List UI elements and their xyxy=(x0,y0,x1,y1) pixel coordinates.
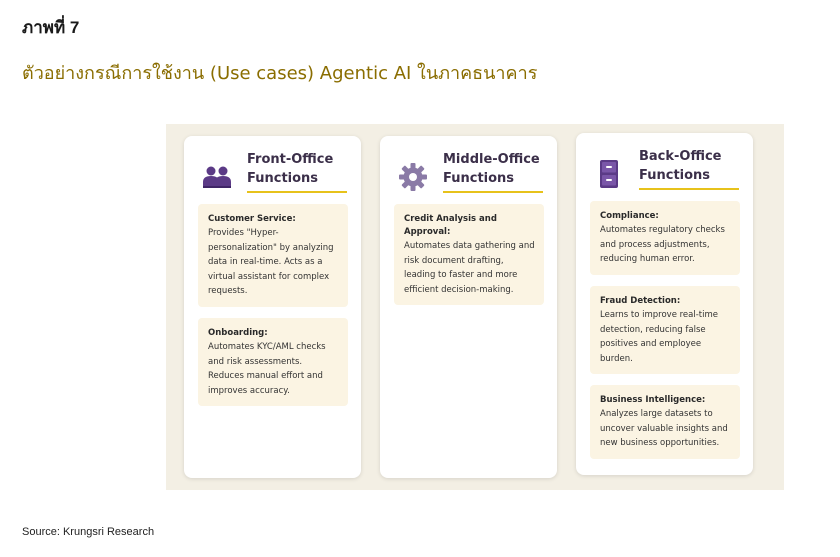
use-case-item xyxy=(394,204,544,305)
filing-cabinet-icon xyxy=(594,159,624,189)
use-case-heading: Credit Analysis and Approval: xyxy=(404,214,497,237)
use-case-heading: Fraud Detection: xyxy=(600,296,681,306)
use-case-item xyxy=(198,204,348,307)
use-cases-panel xyxy=(166,124,784,490)
title-underline xyxy=(639,188,739,190)
front-office-title: Front-Office Functions xyxy=(247,152,334,186)
middle-office-title: Middle-Office Functions xyxy=(443,152,540,186)
use-case-description: Automates data gathering and risk document drafting, leading to faster and more efficient decision-making. xyxy=(404,241,535,295)
use-case-description: Automates regulatory checks and process adjustments, reducing human error. xyxy=(600,225,725,264)
back-office-title: Back-Office Functions xyxy=(639,149,722,183)
use-case-heading: Onboarding: xyxy=(208,328,268,338)
title-underline xyxy=(247,191,347,193)
use-case-description: Automates KYC/AML checks and risk assessments. Reduces manual effort and improves accuracy. xyxy=(208,342,326,396)
front-office-card xyxy=(184,136,361,478)
use-case-description: Provides "Hyper-personalization" by analyzing data in real-time. Acts as a virtual assistant for complex requests. xyxy=(208,228,334,296)
use-case-description: Learns to improve real-time detection, reducing false positives and employee burden. xyxy=(600,310,719,364)
use-case-item xyxy=(590,201,740,275)
use-case-description: Analyzes large datasets to uncover valuable insights and new business opportunities. xyxy=(600,409,728,448)
use-case-item xyxy=(590,286,740,374)
use-case-heading: Compliance: xyxy=(600,211,659,221)
figure-label: ภาพที่ 7 xyxy=(22,18,80,37)
gear-icon xyxy=(398,162,428,192)
use-case-item xyxy=(590,385,740,459)
title-underline xyxy=(443,191,543,193)
use-case-heading: Customer Service: xyxy=(208,214,296,224)
source-note: Source: Krungsri Research xyxy=(22,526,155,538)
use-case-heading: Business Intelligence: xyxy=(600,395,706,405)
use-case-item xyxy=(198,318,348,406)
figure-title: ตัวอย่างกรณีการใช้งาน (Use cases) Agentic AI ในภาคธนาคาร xyxy=(22,63,538,84)
back-office-card xyxy=(576,133,753,475)
middle-office-card xyxy=(380,136,557,478)
users-icon xyxy=(202,162,232,192)
